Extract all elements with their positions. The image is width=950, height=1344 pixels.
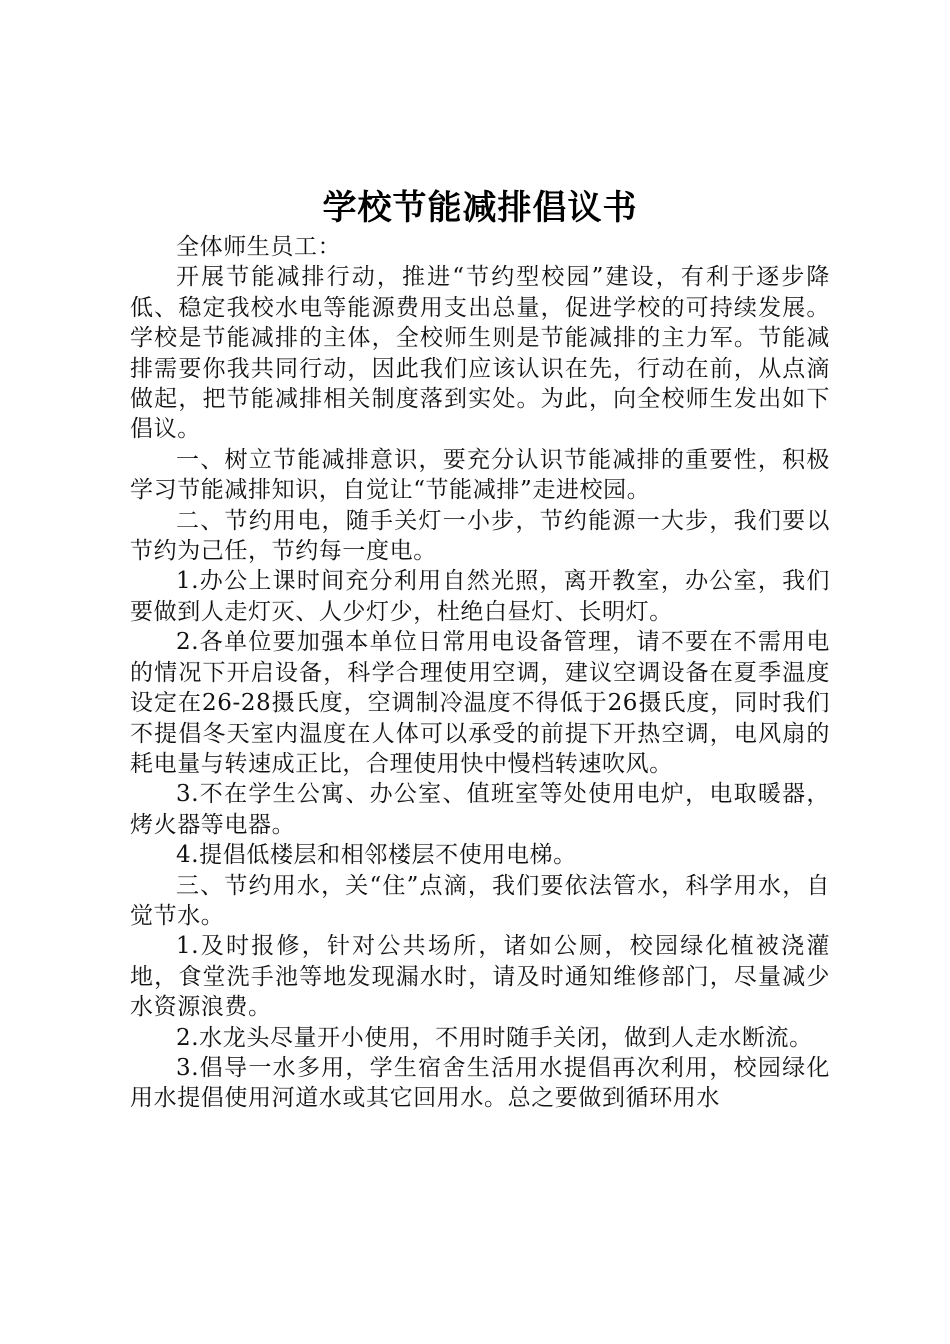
paragraph-item-2-2: 2.各单位要加强本单位日常用电设备管理，请不要在不需用电的情况下开启设备，科学合理使用空调，建议空调设备在夏季温度设定在26-28摄氏度，空调制冷温度不得低于26摄氏度，同时我们不提倡冬天室内温度在人体可以承受的前提下开热空调，电风扇的耗电量与转速成正比，合理使用快中慢档转速吹风。	[130, 629, 830, 777]
paragraph-section-2: 二、节约用电，随手关灯一小步，节约能源一大步，我们要以节约为己任，节约每一度电。	[130, 507, 830, 565]
paragraph-item-2-4: 4.提倡低楼层和相邻楼层不使用电梯。	[176, 842, 577, 869]
paragraph-intro: 开展节能减排行动，推进“节约型校园”建设，有利于逐步降低、稳定我校水电等能源费用支出总量，促进学校的可持续发展。学校是节能减排的主体，全校师生则是节能减排的主力军。节能减排需要你我共同行动，因此我们应该认识在先，行动在前，从点滴做起，把节能减排相关制度落到实处。为此，向全校师生发出如下倡议。	[130, 264, 830, 443]
greeting-line: 全体师生员工：	[176, 234, 342, 260]
paragraph-item-3-3: 3.倡导一水多用，学生宿舍生活用水提倡再次利用，校园绿化用水提倡使用河道水或其它回用水。总之要做到循环用水	[130, 1054, 830, 1112]
paragraph-item-2-1: 1.办公上课时间充分利用自然光照，离开教室，办公室，我们要做到人走灯灭、人少灯少，杜绝白昼灯、长明灯。	[130, 568, 830, 625]
paragraph-item-3-2: 2.水龙头尽量开小使用，不用时随手关闭，做到人走水断流。	[176, 1024, 813, 1051]
paragraph-section-3: 三、节约用水，关“住”点滴，我们要依法管水，科学用水，自觉节水。	[130, 872, 830, 929]
document-page	[130, 186, 830, 1114]
paragraph-item-2-3: 3.不在学生公寓、办公室、值班室等处使用电炉，电取暖器，烤火器等电器。	[130, 781, 830, 838]
document-title: 学校节能减排倡议书	[322, 188, 638, 228]
paragraph-item-3-1: 1.及时报修，针对公共场所，诸如公厕，校园绿化植被浇灌地，食堂洗手池等地发现漏水时，请及时通知维修部门，尽量减少水资源浪费。	[130, 933, 830, 1021]
paragraph-section-1: 一、树立节能减排意识，要充分认识节能减排的重要性，积极学习节能减排知识，自觉让“节能减排”走进校园。	[130, 446, 830, 504]
document-body	[130, 232, 830, 1114]
